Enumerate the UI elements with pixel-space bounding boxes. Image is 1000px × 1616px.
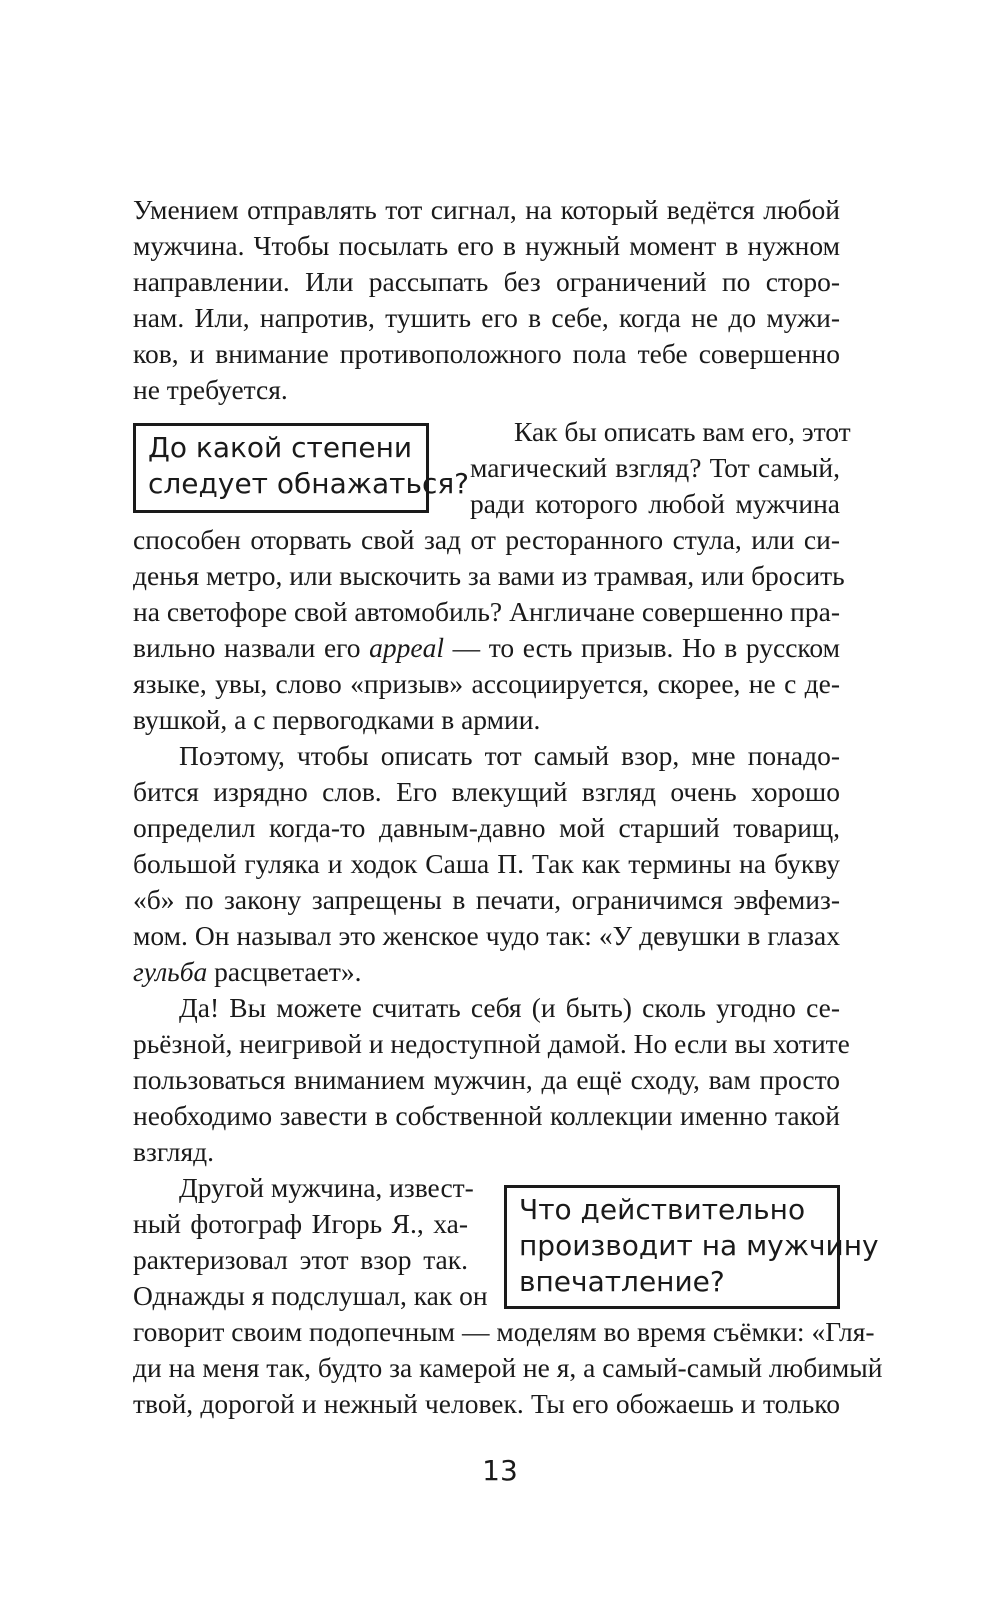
text-line: «б» по закону запрещены в печати, ограничимся эвфемиз- (133, 884, 840, 915)
text-line: ков, и внимание противоположного пола тебе совершенно (133, 338, 840, 369)
text-line: вушкой, а с первогодками в армии. (133, 704, 541, 735)
text-line: рактеризовал этот взор так. (133, 1244, 468, 1275)
italic-term: appeal (369, 632, 444, 663)
text-line: языке, увы, слово «призыв» ассоциируется, скорее, не с де- (133, 668, 840, 699)
text-line: ди на меня так, будто за камерой не я, а самый-самый любимый (133, 1352, 883, 1383)
text-line: Однажды я подслушал, как он (133, 1280, 488, 1311)
callout-question-box (504, 1185, 879, 1309)
text-line: мом. Он называл это женское чудо так: «У девушки в глазах (133, 920, 840, 951)
text-line: большой гуляка и ходок Саша П. Так как термины на букву (133, 848, 840, 879)
text-line: ный фотограф Игорь Я., ха- (133, 1208, 468, 1239)
text-line: способен оторвать свой зад от ресторанного стула, или си- (133, 524, 840, 555)
text-fragment: — то есть призыв. Но в русском (444, 632, 841, 663)
text-line: говорит своим подопечным — моделям во время съёмки: «Гля- (133, 1316, 875, 1347)
callout-line: впечатление? (519, 1265, 725, 1298)
text-line: Другой мужчина, извест- (179, 1172, 474, 1203)
text-line: Как бы описать вам его, этот (514, 416, 851, 447)
callout-line: следует обнажаться? (148, 467, 470, 500)
callout-question-box (133, 423, 470, 513)
text-line: не требуется. (133, 374, 288, 405)
text-line: Поэтому, чтобы описать тот самый взор, мне понадо- (179, 740, 840, 771)
text-line (133, 954, 840, 990)
text-line: ради которого любой мужчина (470, 488, 840, 519)
text-line: магический взгляд? Тот самый, (470, 452, 840, 483)
text-fragment: расцветает». (207, 956, 362, 987)
text-line: бится изрядно слов. Его влекущий взгляд очень хорошо (133, 776, 840, 807)
text-line: Умением отправлять тот сигнал, на который ведётся любой (133, 194, 840, 225)
text-line: нам. Или, напротив, тушить его в себе, когда не до мужи- (133, 302, 840, 333)
callout-line: производит на мужчину (519, 1229, 879, 1262)
text-fragment: вильно назвали его (133, 632, 370, 663)
text-line: денья метро, или выскочить за вами из трамвая, или бросить (133, 560, 845, 591)
text-line: рьёзной, неигривой и недоступной дамой. Но если вы хотите (133, 1028, 850, 1059)
text-line: направлении. Или рассыпать без ограничений по сторо- (133, 266, 840, 297)
italic-term: гульба (133, 956, 208, 987)
text-line: Да! Вы можете считать себя (и быть) сколь угодно се- (179, 992, 840, 1023)
text-line: пользоваться вниманием мужчин, да ещё сходу, вам просто (133, 1064, 840, 1095)
page-number: 13 (482, 1454, 518, 1487)
text-line: мужчина. Чтобы посылать его в нужный момент в нужном (133, 230, 840, 261)
text-line: необходимо завести в собственной коллекции именно такой (133, 1100, 840, 1131)
text-line: на светофоре свой автомобиль? Англичане совершенно пра- (133, 596, 840, 627)
callout-line: До какой степени (148, 431, 413, 464)
callout-line: Что действительно (519, 1193, 806, 1226)
text-line: взгляд. (133, 1136, 214, 1167)
text-line: твой, дорогой и нежный человек. Ты его обожаешь и только (133, 1388, 840, 1419)
text-line (133, 630, 840, 666)
text-line: определил когда-то давным-давно мой старший товарищ, (133, 812, 840, 843)
